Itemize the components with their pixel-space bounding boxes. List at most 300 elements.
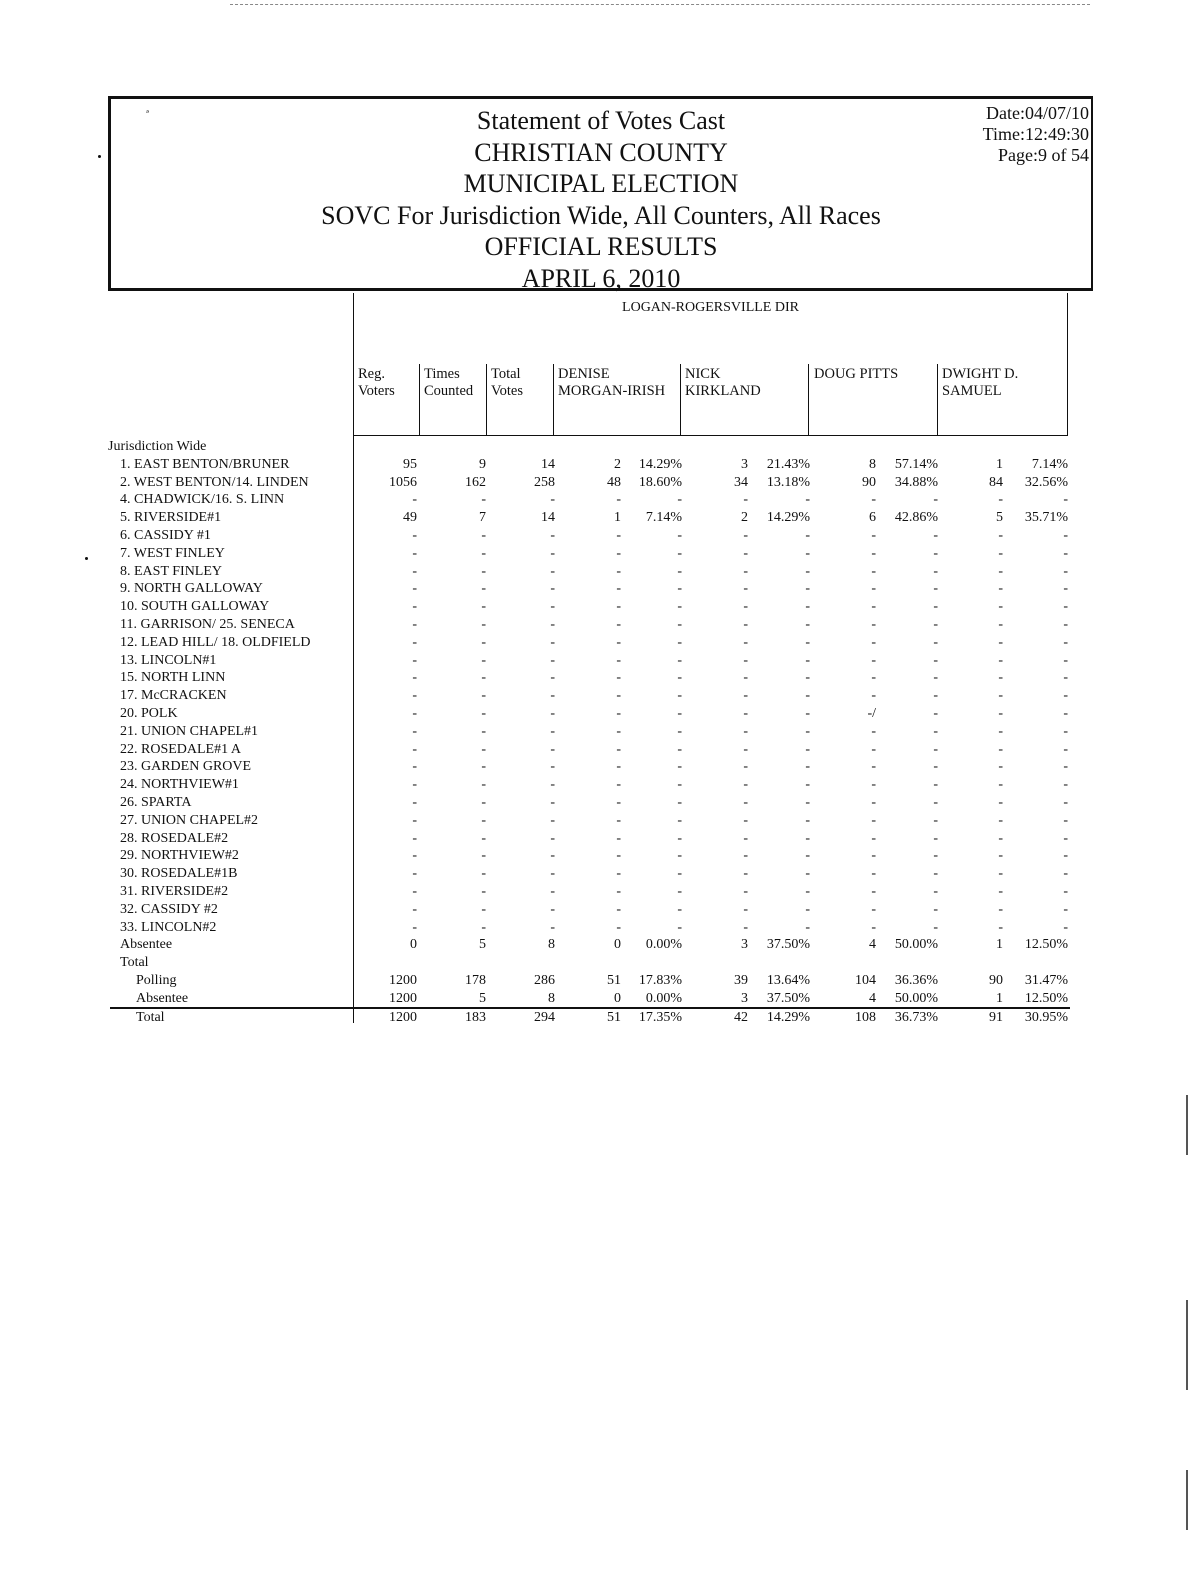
cell-cand4-pct: -: [1063, 794, 1068, 810]
cell-cand4-pct: -: [1063, 901, 1068, 917]
cell-total-votes: -: [550, 652, 555, 668]
cell-cand3-votes: -: [871, 741, 876, 757]
cell-cand3-pct: 50.00%: [894, 990, 938, 1006]
cell-cand2-votes: -: [743, 581, 748, 597]
cell-cand2-pct: -: [805, 563, 810, 579]
cell-cand1-votes: -: [616, 527, 621, 543]
cell-reg-voters: -: [412, 599, 417, 615]
cell-cand4-votes: -: [998, 812, 1003, 828]
cell-cand3-votes: 8: [869, 456, 876, 472]
cell-times-counted: -: [481, 616, 486, 632]
table-row: [110, 474, 1070, 492]
cell-cand2-votes: 42: [734, 1009, 748, 1025]
table-row: [110, 527, 1070, 545]
cell-cand1-votes: 48: [607, 474, 621, 490]
title-line: OFFICIAL RESULTS: [484, 232, 718, 261]
cell-reg-voters: -: [412, 581, 417, 597]
cell-cand1-pct: -: [677, 919, 682, 935]
cell-cand3-pct: -: [933, 634, 938, 650]
cell-total-votes: -: [550, 563, 555, 579]
cell-cand3-votes: -: [871, 883, 876, 899]
cell-cand2-pct: -: [805, 492, 810, 508]
row-label: 30. ROSEDALE#1B: [120, 866, 238, 882]
cell-reg-voters: -: [412, 652, 417, 668]
cell-times-counted: 9: [479, 456, 486, 472]
table-row: [110, 741, 1070, 759]
cell-reg-voters: -: [412, 688, 417, 704]
table-row: [110, 456, 1070, 474]
cell-times-counted: -: [481, 883, 486, 899]
cell-cand4-pct: -: [1063, 563, 1068, 579]
cell-cand1-pct: -: [677, 652, 682, 668]
cell-cand1-pct: -: [677, 812, 682, 828]
title-line: CHRISTIAN COUNTY: [474, 137, 728, 167]
cell-total-votes: -: [550, 581, 555, 597]
cell-cand1-pct: 7.14%: [645, 510, 682, 526]
cell-cand3-votes: -: [871, 866, 876, 882]
cell-cand2-pct: -: [805, 812, 810, 828]
cell-cand2-pct: -: [805, 599, 810, 615]
cell-cand4-pct: -: [1063, 723, 1068, 739]
cell-cand2-votes: 34: [734, 474, 748, 490]
row-label: 5. RIVERSIDE#1: [120, 510, 222, 526]
title-line: SOVC For Jurisdiction Wide, All Counters, All Races: [321, 200, 881, 230]
cell-cand3-pct: 36.73%: [894, 1009, 938, 1025]
cell-cand4-votes: -: [998, 688, 1003, 704]
row-label: 23. GARDEN GROVE: [120, 759, 252, 775]
total-label-row: [110, 954, 1070, 972]
title-line: MUNICIPAL ELECTION: [463, 169, 739, 198]
cell-cand4-pct: -: [1063, 545, 1068, 561]
cell-cand4-pct: 35.71%: [1024, 510, 1068, 526]
row-label: 10. SOUTH GALLOWAY: [120, 599, 270, 615]
cell-total-votes: 14: [541, 456, 555, 472]
cell-cand2-pct: -: [805, 634, 810, 650]
cell-reg-voters: -: [412, 563, 417, 579]
cell-cand1-pct: -: [677, 545, 682, 561]
column-divider: [419, 364, 420, 436]
table-row: [110, 936, 1070, 954]
cell-cand1-pct: 18.60%: [638, 474, 682, 490]
results-table: [110, 438, 1070, 1026]
race-title: LOGAN-ROGERSVILLE DIR: [622, 300, 799, 315]
cell-cand3-votes: -: [871, 599, 876, 615]
table-row: [110, 990, 1070, 1009]
cell-cand4-pct: -: [1063, 634, 1068, 650]
cell-cand1-votes: -: [616, 616, 621, 632]
cell-cand2-votes: -: [743, 705, 748, 721]
cell-times-counted: -: [481, 759, 486, 775]
cell-cand4-pct: -: [1063, 812, 1068, 828]
cell-times-counted: -: [481, 563, 486, 579]
cell-cand4-pct: -: [1063, 759, 1068, 775]
cell-cand3-votes: -: [871, 545, 876, 561]
col-header-times-counted: Times Counted: [424, 366, 474, 399]
cell-cand4-pct: 7.14%: [1031, 456, 1068, 472]
cell-reg-voters: -: [412, 670, 417, 686]
cell-cand1-pct: -: [677, 705, 682, 721]
cell-times-counted: -: [481, 901, 486, 917]
cell-cand2-votes: -: [743, 901, 748, 917]
cell-cand2-pct: -: [805, 830, 810, 846]
cell-cand3-pct: -: [933, 866, 938, 882]
cell-cand4-votes: -: [998, 705, 1003, 721]
table-row: [110, 758, 1070, 776]
cell-cand1-votes: -: [616, 545, 621, 561]
cell-times-counted: 162: [465, 474, 486, 490]
cell-reg-voters: 1056: [389, 474, 417, 490]
cell-times-counted: -: [481, 634, 486, 650]
table-row: [110, 794, 1070, 812]
cell-total-votes: -: [550, 723, 555, 739]
cell-cand2-votes: -: [743, 759, 748, 775]
row-label: 12. LEAD HILL/ 18. OLDFIELD: [120, 634, 311, 650]
cell-cand2-votes: 39: [734, 972, 748, 988]
cell-cand4-pct: 31.47%: [1024, 972, 1068, 988]
cell-cand2-pct: -: [805, 794, 810, 810]
row-label: Absentee: [136, 990, 189, 1006]
cell-cand4-pct: -: [1063, 848, 1068, 864]
col-header-total-votes: Total Votes: [491, 366, 523, 399]
col-header-candidate-1: DENISE MORGAN-IRISH: [558, 366, 666, 399]
row-label: 8. EAST FINLEY: [120, 563, 223, 579]
table-row: [110, 883, 1070, 901]
cell-cand1-pct: -: [677, 741, 682, 757]
column-divider: [680, 364, 681, 436]
cell-cand1-pct: -: [677, 634, 682, 650]
cell-cand3-votes: -: [871, 830, 876, 846]
cell-cand2-votes: -: [743, 670, 748, 686]
cell-total-votes: -: [550, 901, 555, 917]
cell-cand4-votes: 84: [989, 474, 1003, 490]
row-label: 6. CASSIDY #1: [120, 527, 211, 543]
cell-cand4-votes: -: [998, 581, 1003, 597]
cell-cand3-pct: 42.86%: [894, 510, 938, 526]
cell-cand1-pct: -: [677, 492, 682, 508]
cell-cand2-votes: -: [743, 563, 748, 579]
table-row: [110, 847, 1070, 865]
cell-times-counted: -: [481, 741, 486, 757]
cell-cand3-votes: -: [871, 919, 876, 935]
cell-cand2-pct: 37.50%: [766, 937, 810, 953]
cell-cand4-votes: -: [998, 527, 1003, 543]
row-label: 21. UNION CHAPEL#1: [120, 723, 259, 739]
cell-cand3-pct: -: [933, 581, 938, 597]
cell-cand3-votes: 104: [855, 972, 876, 988]
table-row: [110, 545, 1070, 563]
table-row: [110, 634, 1070, 652]
cell-cand4-votes: 1: [996, 990, 1003, 1006]
cell-times-counted: -: [481, 723, 486, 739]
cell-cand1-votes: -: [616, 866, 621, 882]
cell-cand3-votes: -: [871, 759, 876, 775]
cell-cand4-pct: 12.50%: [1024, 937, 1068, 953]
table-row: [110, 1009, 1070, 1027]
cell-cand1-pct: -: [677, 527, 682, 543]
cell-cand2-votes: -: [743, 848, 748, 864]
table-row: [110, 776, 1070, 794]
column-divider: [808, 364, 809, 436]
cell-cand3-votes: -/: [867, 705, 876, 721]
cell-cand3-votes: 108: [855, 1009, 876, 1025]
cell-reg-voters: -: [412, 492, 417, 508]
cell-cand2-pct: -: [805, 723, 810, 739]
cell-cand2-pct: 37.50%: [766, 990, 810, 1006]
cell-total-votes: 8: [548, 990, 555, 1006]
cell-cand3-votes: 4: [869, 990, 876, 1006]
cell-cand4-pct: -: [1063, 581, 1068, 597]
cell-cand4-pct: -: [1063, 527, 1068, 543]
cell-cand4-pct: -: [1063, 919, 1068, 935]
cell-cand3-pct: -: [933, 492, 938, 508]
table-row: [110, 491, 1070, 509]
column-divider: [486, 364, 487, 436]
cell-cand1-votes: -: [616, 883, 621, 899]
cell-cand3-pct: -: [933, 616, 938, 632]
cell-cand2-votes: -: [743, 599, 748, 615]
cell-total-votes: -: [550, 705, 555, 721]
cell-cand4-votes: -: [998, 723, 1003, 739]
report-date: Date:04/07/10: [986, 103, 1089, 123]
row-label: 15. NORTH LINN: [120, 670, 226, 686]
cell-reg-voters: 49: [403, 510, 417, 526]
cell-cand4-pct: -: [1063, 866, 1068, 882]
cell-cand2-votes: -: [743, 919, 748, 935]
cell-cand4-votes: 91: [989, 1009, 1003, 1025]
cell-cand1-pct: -: [677, 777, 682, 793]
cell-cand2-votes: -: [743, 883, 748, 899]
cell-cand3-votes: -: [871, 492, 876, 508]
cell-cand4-pct: -: [1063, 741, 1068, 757]
cell-reg-voters: 0: [410, 937, 417, 953]
cell-times-counted: 183: [465, 1009, 486, 1025]
cell-cand2-votes: -: [743, 527, 748, 543]
cell-reg-voters: -: [412, 848, 417, 864]
row-label: 27. UNION CHAPEL#2: [120, 812, 259, 828]
cell-cand1-pct: -: [677, 883, 682, 899]
cell-cand2-votes: -: [743, 794, 748, 810]
cell-cand1-pct: 17.35%: [638, 1009, 682, 1025]
cell-reg-voters: 1200: [389, 990, 417, 1006]
cell-cand1-votes: -: [616, 741, 621, 757]
cell-cand3-votes: -: [871, 901, 876, 917]
cell-reg-voters: -: [412, 794, 417, 810]
cell-cand4-votes: -: [998, 777, 1003, 793]
cell-cand3-pct: -: [933, 688, 938, 704]
cell-cand2-pct: -: [805, 616, 810, 632]
scan-dot: [85, 557, 88, 560]
table-row: [110, 509, 1070, 527]
section-label-row: [110, 438, 1070, 456]
cell-cand2-votes: -: [743, 688, 748, 704]
cell-cand1-votes: -: [616, 563, 621, 579]
cell-reg-voters: -: [412, 759, 417, 775]
cell-cand4-pct: 12.50%: [1024, 990, 1068, 1006]
col-header-candidate-3: DOUG PITTS: [814, 366, 899, 382]
cell-cand1-votes: 2: [614, 456, 621, 472]
cell-cand4-pct: 32.56%: [1024, 474, 1068, 490]
cell-total-votes: -: [550, 634, 555, 650]
cell-cand1-votes: -: [616, 688, 621, 704]
top-scan-rule: [230, 4, 1090, 5]
cell-reg-voters: -: [412, 777, 417, 793]
row-label: 17. McCRACKEN: [120, 688, 227, 704]
cell-cand2-pct: -: [805, 866, 810, 882]
cell-cand4-votes: -: [998, 794, 1003, 810]
cell-cand3-pct: -: [933, 741, 938, 757]
cell-cand4-votes: -: [998, 901, 1003, 917]
cell-cand1-votes: -: [616, 919, 621, 935]
cell-cand4-votes: -: [998, 634, 1003, 650]
cell-times-counted: -: [481, 688, 486, 704]
cell-cand3-votes: -: [871, 527, 876, 543]
cell-cand1-pct: -: [677, 688, 682, 704]
cell-cand2-votes: -: [743, 545, 748, 561]
cell-cand4-pct: -: [1063, 688, 1068, 704]
cell-cand4-votes: -: [998, 670, 1003, 686]
table-row: [110, 687, 1070, 705]
cell-cand2-votes: -: [743, 723, 748, 739]
cell-cand1-pct: -: [677, 794, 682, 810]
cell-cand4-votes: 1: [996, 937, 1003, 953]
cell-cand1-votes: -: [616, 848, 621, 864]
row-label: 32. CASSIDY #2: [120, 901, 218, 917]
cell-total-votes: -: [550, 794, 555, 810]
cell-reg-voters: -: [412, 901, 417, 917]
cell-cand4-pct: -: [1063, 616, 1068, 632]
cell-total-votes: -: [550, 599, 555, 615]
cell-times-counted: -: [481, 812, 486, 828]
cell-cand3-votes: -: [871, 634, 876, 650]
cell-cand2-votes: -: [743, 616, 748, 632]
cell-cand4-votes: -: [998, 919, 1003, 935]
cell-cand1-pct: 0.00%: [645, 937, 682, 953]
cell-cand2-pct: -: [805, 848, 810, 864]
row-label: 20. POLK: [120, 705, 178, 721]
scan-edge-mark: [1186, 1095, 1188, 1155]
cell-cand3-pct: -: [933, 901, 938, 917]
cell-cand4-votes: -: [998, 759, 1003, 775]
table-row: [110, 669, 1070, 687]
cell-total-votes: -: [550, 616, 555, 632]
cell-cand4-votes: 1: [996, 456, 1003, 472]
cell-cand3-votes: 90: [862, 474, 876, 490]
cell-times-counted: 7: [479, 510, 486, 526]
title-line: APRIL 6, 2010: [521, 263, 681, 293]
cell-cand1-votes: 0: [614, 937, 621, 953]
cell-cand3-pct: -: [933, 527, 938, 543]
cell-cand3-pct: -: [933, 723, 938, 739]
cell-cand4-pct: -: [1063, 670, 1068, 686]
cell-total-votes: -: [550, 688, 555, 704]
row-label: 24. NORTHVIEW#1: [120, 777, 239, 793]
report-meta: [983, 103, 1089, 166]
cell-cand3-pct: 50.00%: [894, 937, 938, 953]
row-label: 4. CHADWICK/16. S. LINN: [120, 492, 285, 508]
cell-times-counted: -: [481, 581, 486, 597]
row-label: 7. WEST FINLEY: [120, 545, 225, 561]
cell-cand1-votes: 0: [614, 990, 621, 1006]
cell-cand1-votes: -: [616, 777, 621, 793]
cell-cand2-pct: 13.64%: [766, 972, 810, 988]
cell-times-counted: -: [481, 652, 486, 668]
cell-cand2-votes: 3: [741, 456, 748, 472]
cell-cand3-pct: -: [933, 670, 938, 686]
cell-cand3-pct: -: [933, 830, 938, 846]
cell-cand4-votes: -: [998, 492, 1003, 508]
cell-cand2-votes: -: [743, 652, 748, 668]
report-page: Page:9 of 54: [998, 145, 1089, 165]
cell-cand1-pct: -: [677, 759, 682, 775]
cell-reg-voters: -: [412, 866, 417, 882]
cell-cand4-votes: -: [998, 563, 1003, 579]
cell-cand3-votes: -: [871, 581, 876, 597]
cell-reg-voters: 95: [403, 456, 417, 472]
cell-reg-voters: -: [412, 812, 417, 828]
cell-times-counted: -: [481, 848, 486, 864]
row-label: 22. ROSEDALE#1 A: [120, 741, 241, 757]
cell-cand3-votes: -: [871, 616, 876, 632]
cell-cand3-votes: -: [871, 777, 876, 793]
cell-reg-voters: -: [412, 830, 417, 846]
cell-cand4-pct: -: [1063, 599, 1068, 615]
cell-times-counted: -: [481, 527, 486, 543]
cell-total-votes: -: [550, 492, 555, 508]
cell-reg-voters: -: [412, 919, 417, 935]
cell-cand3-pct: 34.88%: [894, 474, 938, 490]
cell-cand4-pct: -: [1063, 777, 1068, 793]
cell-cand1-pct: -: [677, 599, 682, 615]
cell-reg-voters: -: [412, 527, 417, 543]
row-label: Total: [136, 1009, 165, 1025]
cell-cand3-pct: 57.14%: [894, 456, 938, 472]
cell-cand3-pct: -: [933, 812, 938, 828]
cell-cand1-votes: -: [616, 794, 621, 810]
cell-cand4-votes: 90: [989, 972, 1003, 988]
cell-cand2-votes: -: [743, 777, 748, 793]
col-header-candidate-4: DWIGHT D. SAMUEL: [942, 366, 1019, 399]
cell-total-votes: -: [550, 759, 555, 775]
scan-edge-mark: [1186, 1300, 1188, 1390]
cell-cand2-pct: -: [805, 670, 810, 686]
table-row: [110, 616, 1070, 634]
cell-cand1-pct: 0.00%: [645, 990, 682, 1006]
cell-cand2-votes: -: [743, 866, 748, 882]
cell-cand3-pct: -: [933, 705, 938, 721]
col-header-reg-voters: Reg. Voters: [358, 366, 395, 399]
row-label: 29. NORTHVIEW#2: [120, 848, 239, 864]
cell-total-votes: -: [550, 670, 555, 686]
cell-cand1-votes: -: [616, 599, 621, 615]
cell-times-counted: -: [481, 545, 486, 561]
table-row: [110, 563, 1070, 581]
cell-total-votes: -: [550, 741, 555, 757]
cell-cand4-pct: -: [1063, 652, 1068, 668]
cell-reg-voters: -: [412, 634, 417, 650]
cell-cand1-votes: -: [616, 670, 621, 686]
cell-cand1-votes: -: [616, 759, 621, 775]
cell-cand1-votes: -: [616, 492, 621, 508]
row-label: Absentee: [120, 937, 173, 953]
cell-cand2-pct: 21.43%: [766, 456, 810, 472]
cell-total-votes: -: [550, 830, 555, 846]
table-row: [110, 830, 1070, 848]
cell-reg-voters: -: [412, 741, 417, 757]
cell-total-votes: 14: [541, 510, 555, 526]
cell-total-votes: -: [550, 545, 555, 561]
cell-total-votes: 294: [534, 1009, 555, 1025]
cell-times-counted: 5: [479, 990, 486, 1006]
